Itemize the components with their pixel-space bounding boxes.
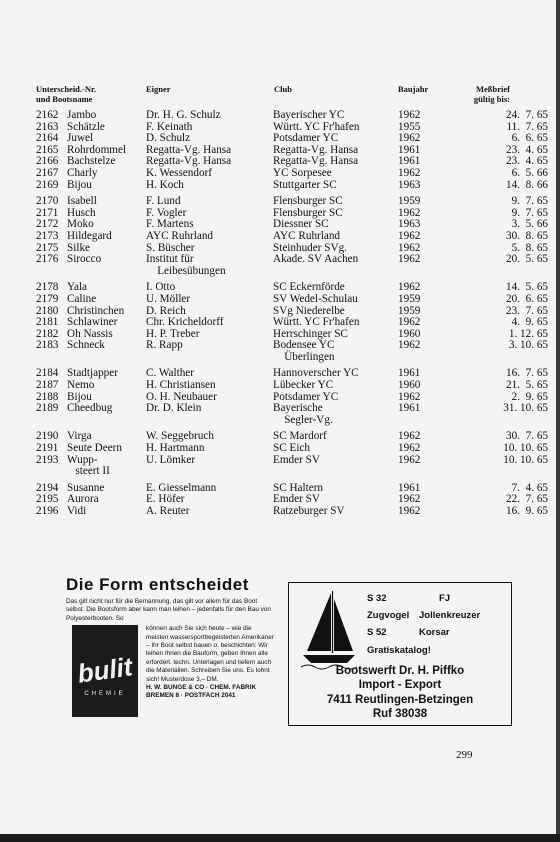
- build-year-cell: 1959: [398, 195, 421, 208]
- build-year-cell: 1962: [398, 229, 421, 242]
- owner-cell: Chr. Kricheldorff: [146, 316, 224, 329]
- valid-until-cell: 16. 9. 65: [506, 505, 548, 517]
- build-year-cell: 1955: [398, 120, 421, 133]
- boat-nr-cell: 2162: [36, 109, 59, 121]
- boat-nr-cell: 2170: [36, 195, 59, 208]
- boat-nr-cell: 2163: [36, 120, 59, 133]
- owner-cell: AYC Ruhrland: [146, 229, 214, 242]
- piffko-trade: Import - Export: [358, 679, 442, 691]
- boat-name-cell: Hildegard: [67, 229, 112, 242]
- valid-until-cell: 5. 8. 65: [511, 241, 548, 254]
- model-fj: FJ: [439, 593, 451, 604]
- boat-nr-cell: 2173: [36, 229, 59, 242]
- table-row: [36, 505, 548, 518]
- valid-until-cell: 30. 7. 65: [506, 430, 548, 443]
- valid-until-cell: 1. 12. 65: [508, 327, 548, 340]
- valid-until-cell: 23. 4. 65: [506, 143, 548, 156]
- owner-cell: U. Möller: [146, 292, 191, 305]
- ad-intro-text: Das gilt nicht nur für die Bemannung, das gilt vor allem für das Boot selbst. Die Bootsform aber kann man leihen – jedenfalls für den Bau von Polyesterbooten. So: [66, 598, 271, 622]
- boat-nr-cell: 2182: [36, 327, 59, 340]
- boat-nr-cell: 2172: [36, 218, 59, 231]
- club-cell: Bayerische: [273, 402, 323, 415]
- piffko-city: 7411 Reutlingen-Betzingen: [326, 694, 474, 706]
- owner-cell: F. Lund: [146, 195, 181, 208]
- build-year-cell: 1962: [398, 206, 421, 219]
- boat-name-cell: Christinchen: [67, 304, 125, 317]
- header-nr-line2: und Bootsname: [36, 94, 93, 104]
- valid-until-cell: 9. 7. 65: [511, 206, 548, 219]
- owner-cell: R. Rapp: [146, 339, 183, 352]
- build-year-cell: 1962: [398, 166, 421, 179]
- piffko-advertisement: [288, 582, 512, 726]
- boat-name-cell: Schlawiner: [67, 316, 118, 329]
- owner-cell: H. Hartmann: [146, 442, 205, 455]
- boat-name-cell: Isabell: [67, 195, 97, 208]
- boat-nr-cell: 2196: [36, 505, 59, 517]
- gratiskatalog: Gratiskatalog!: [367, 645, 431, 656]
- boat-name-cell: Rohrdommel: [67, 143, 127, 156]
- valid-until-cell: 31. 10. 65: [503, 402, 548, 415]
- boat-nr-cell: 2165: [36, 143, 59, 156]
- valid-until-cell: 10. 10. 65: [503, 453, 548, 466]
- owner-cell: F. Vogler: [146, 206, 187, 219]
- build-year-cell: 1962: [398, 442, 421, 455]
- header-messbrief: [446, 84, 510, 104]
- club-cell: Emder SV: [273, 493, 320, 506]
- build-year-cell: 1961: [398, 155, 421, 168]
- valid-until-cell: 23. 7. 65: [506, 304, 548, 317]
- valid-until-cell: 20. 6. 65: [506, 292, 548, 305]
- boat-register-table: [36, 109, 548, 518]
- boat-nr-cell: 2169: [36, 178, 59, 191]
- boat-name-cell: Charly: [67, 166, 98, 179]
- club-cell: SC Haltern: [273, 481, 324, 494]
- club-cell: Bayerischer YC: [273, 109, 345, 121]
- boat-nr-cell: 2190: [36, 430, 59, 443]
- bulit-logo-text: bulit: [75, 651, 135, 689]
- valid-until-cell: 14. 8. 66: [506, 178, 548, 191]
- owner-cell: Dr. D. Klein: [146, 402, 202, 415]
- owner-cell: H. P. Treber: [146, 327, 200, 340]
- ad-body-text: [146, 625, 274, 701]
- club-cell: Akade. SV Aachen: [273, 253, 359, 266]
- build-year-cell: 1962: [398, 281, 421, 294]
- boat-nr-cell: 2184: [36, 367, 59, 380]
- header-nr-name: [36, 84, 146, 104]
- boat-name-cell: Schneck: [67, 339, 105, 352]
- owner-cell: Institut für: [146, 253, 194, 266]
- boat-name-cell: Moko: [67, 218, 94, 231]
- valid-until-cell: 4. 9. 65: [511, 316, 548, 329]
- owner-cell: F. Martens: [146, 218, 194, 231]
- club-cell: Flensburger SC: [273, 195, 343, 208]
- boat-nr-cell: 2181: [36, 316, 59, 329]
- bulit-logo-subtext: CHEMIE: [84, 691, 126, 698]
- piffko-company: Bootswerft Dr. H. Piffko: [335, 665, 465, 677]
- table-row: [36, 266, 516, 278]
- build-year-cell: 1960: [398, 327, 421, 340]
- boat-nr-cell: 2188: [36, 390, 59, 403]
- boat-name-cell: Susanne: [67, 481, 105, 494]
- model-s52: S 52: [367, 627, 387, 638]
- club-cell: SV Wedel-Schulau: [273, 292, 358, 305]
- valid-until-cell: 7. 4. 65: [511, 481, 548, 494]
- owner-cell: D. Reich: [146, 304, 186, 317]
- boat-nr-cell: 2194: [36, 481, 59, 494]
- owner-cell: D. Schulz: [146, 132, 191, 145]
- owner-cell: O. H. Neubauer: [146, 390, 217, 403]
- boat-nr-cell: 2187: [36, 379, 59, 392]
- model-jollenkreuzer: Jollenkreuzer: [419, 610, 481, 621]
- piffko-phone: Ruf 38038: [372, 708, 428, 720]
- build-year-cell: 1962: [398, 253, 421, 266]
- table-row: [36, 195, 548, 208]
- club-cell: YC Sorpesee: [273, 166, 332, 179]
- valid-until-cell: 10. 10. 65: [503, 442, 548, 455]
- owner-cell: Regatta-Vg. Hansa: [146, 143, 232, 156]
- table-row: [36, 316, 548, 329]
- build-year-cell: 1961: [398, 481, 421, 494]
- owner-cell: H. Christiansen: [146, 379, 216, 392]
- owner-cell: A. Reuter: [146, 505, 190, 517]
- valid-until-cell: 16. 7. 65: [506, 367, 548, 380]
- boat-name-cell: Vidi: [67, 505, 87, 517]
- table-row: [36, 166, 548, 180]
- header-messbrief-line2: gültig bis:: [473, 94, 510, 104]
- table-row: [36, 466, 516, 478]
- header-club: Club: [274, 84, 292, 94]
- boat-name-cell: Husch: [67, 206, 96, 219]
- club-cell: Stuttgarter SC: [273, 178, 337, 191]
- build-year-cell: 1963: [398, 178, 421, 191]
- owner-cell: E. Giesselmann: [146, 481, 217, 494]
- build-year-cell: 1960: [398, 379, 421, 392]
- build-year-cell: 1962: [398, 339, 421, 352]
- club-cell: Ratzeburger SV: [273, 505, 345, 517]
- boat-nr-cell: 2171: [36, 206, 59, 219]
- boat-nr-cell: 2195: [36, 493, 59, 506]
- boat-nr-cell: 2193: [36, 453, 59, 466]
- header-eigner: Eigner: [146, 84, 171, 94]
- club-cell: Potsdamer YC: [273, 132, 339, 145]
- club-cell: Diessner SC: [273, 218, 329, 231]
- boat-nr-cell: 2175: [36, 241, 59, 254]
- boat-nr-cell: 2166: [36, 155, 59, 168]
- valid-until-cell: 2. 9. 65: [511, 390, 548, 403]
- header-nr-line1: Unterscheid.-Nr.: [36, 84, 97, 94]
- boat-nr-cell: 2167: [36, 166, 59, 179]
- build-year-cell: 1962: [398, 132, 421, 145]
- club-cell: Bodensee YC: [273, 339, 335, 352]
- boat-name-cell: steert II: [67, 465, 110, 478]
- boat-nr-cell: 2176: [36, 253, 59, 266]
- valid-until-cell: 30. 8. 65: [506, 229, 548, 242]
- table-row: [36, 352, 516, 364]
- build-year-cell: 1962: [398, 316, 421, 329]
- header-baujahr: Baujahr: [398, 84, 429, 94]
- valid-until-cell: 21. 5. 65: [506, 379, 548, 392]
- club-cell: Regatta-Vg. Hansa: [273, 143, 359, 156]
- model-korsar: Korsar: [419, 627, 450, 638]
- valid-until-cell: 23. 4. 65: [506, 155, 548, 168]
- club-cell: Regatta-Vg. Hansa: [273, 155, 359, 168]
- club-cell: Überlingen: [273, 350, 335, 363]
- boat-name-cell: Nemo: [67, 379, 95, 392]
- boat-name-cell: Bachstelze: [67, 155, 116, 168]
- club-cell: Herrschinger SC: [273, 327, 348, 340]
- build-year-cell: 1962: [398, 241, 421, 254]
- boat-name-cell: Schätzle: [67, 120, 105, 133]
- valid-until-cell: 14. 5. 65: [506, 281, 548, 294]
- build-year-cell: 1959: [398, 304, 421, 317]
- boat-name-cell: Sirocco: [67, 253, 102, 266]
- boat-name-cell: Caline: [67, 292, 97, 305]
- build-year-cell: 1961: [398, 143, 421, 156]
- build-year-cell: 1961: [398, 367, 421, 380]
- owner-cell: U. Lömker: [146, 453, 196, 466]
- model-zugvogel: Zugvogel: [367, 610, 410, 621]
- boat-nr-cell: 2183: [36, 339, 59, 352]
- club-cell: AYC Ruhrland: [273, 229, 341, 242]
- ad-address: BREMEN 8 · POSTFACH 2041: [146, 692, 236, 700]
- ad-company: H. W. BUNGE & CO · CHEM. FABRIK: [146, 684, 257, 692]
- boat-nr-cell: 2191: [36, 442, 59, 455]
- boat-name-cell: Silke: [67, 241, 90, 254]
- boat-name-cell: Virga: [67, 430, 92, 443]
- club-cell: SC Eich: [273, 442, 310, 455]
- boat-name-cell: Bijou: [67, 178, 92, 191]
- build-year-cell: 1962: [398, 493, 421, 506]
- boat-nr-cell: 2178: [36, 281, 59, 294]
- valid-until-cell: 20. 5. 65: [506, 253, 548, 266]
- table-row: [36, 109, 548, 122]
- boat-nr-cell: 2179: [36, 292, 59, 305]
- build-year-cell: 1961: [398, 402, 421, 415]
- owner-cell: F. Keinath: [146, 120, 193, 133]
- valid-until-cell: 6. 5. 66: [511, 166, 548, 179]
- valid-until-cell: 3. 5. 66: [511, 218, 548, 231]
- club-cell: SC Mardorf: [273, 430, 327, 443]
- owner-cell: H. Koch: [146, 178, 184, 191]
- owner-cell: Leibesübungen: [146, 264, 226, 277]
- model-s32: S 32: [367, 593, 387, 604]
- boat-name-cell: Cheedbug: [67, 402, 113, 415]
- boat-nr-cell: 2189: [36, 402, 59, 415]
- build-year-cell: 1959: [398, 292, 421, 305]
- boat-name-cell: Jambo: [67, 109, 97, 121]
- owner-cell: Dr. H. G. Schulz: [146, 109, 221, 121]
- page-edge: [556, 0, 560, 842]
- boat-nr-cell: 2180: [36, 304, 59, 317]
- build-year-cell: 1962: [398, 390, 421, 403]
- boat-name-cell: Aurora: [67, 493, 99, 506]
- table-row: [36, 178, 548, 192]
- club-cell: Potsdamer YC: [273, 390, 339, 403]
- valid-until-cell: 9. 7. 65: [511, 195, 548, 208]
- page-number: 299: [456, 749, 473, 761]
- valid-until-cell: 3. 10. 65: [508, 339, 548, 352]
- boat-name-cell: Wupp-: [67, 453, 98, 466]
- bulit-advertisement: [66, 575, 276, 725]
- boat-name-cell: Seute Deern: [67, 442, 122, 455]
- boat-name-cell: Stadtjapper: [67, 367, 118, 380]
- table-row: [36, 229, 548, 243]
- owner-cell: Regatta-Vg. Hansa: [146, 155, 232, 168]
- ad-side-text: können auch Sie sich heute – wie die meisten wassersportbegeisterten Amerikaner – Ihr Boot selbst bauen o. beschichten: Wir leihen Ihnen die Bauform, geben Ihnen alle erforderl. techn. Unterlagen und liefern auch die Materialien. Schreiben Sie uns. Es lohnt sich! Musterdose 3,– DM.: [146, 625, 274, 683]
- club-cell: Württ. YC Fr'hafen: [273, 316, 360, 329]
- table-row: [36, 442, 548, 455]
- build-year-cell: 1963: [398, 218, 421, 231]
- club-cell: Hannoverscher YC: [273, 367, 359, 380]
- club-cell: Flensburger SC: [273, 206, 343, 219]
- build-year-cell: 1962: [398, 505, 421, 517]
- header-messbrief-line1: Meßbrief: [476, 84, 510, 94]
- club-cell: Lübecker YC: [273, 379, 334, 392]
- owner-cell: C. Walther: [146, 367, 194, 380]
- bulit-logo: [72, 625, 138, 717]
- club-cell: Württ. YC Fr'hafen: [273, 120, 360, 133]
- table-row: [36, 379, 548, 392]
- valid-until-cell: 22. 7. 65: [506, 493, 548, 506]
- boat-name-cell: Juwel: [67, 132, 94, 145]
- owner-cell: K. Wessendorf: [146, 166, 213, 179]
- club-cell: SC Eckernförde: [273, 281, 345, 294]
- boat-name-cell: Yala: [67, 281, 87, 294]
- valid-until-cell: 24. 7. 65: [506, 109, 548, 121]
- club-cell: Emder SV: [273, 453, 320, 466]
- build-year-cell: 1962: [398, 453, 421, 466]
- table-row: [36, 253, 548, 266]
- table-row: [36, 292, 548, 306]
- table-row: [36, 415, 516, 427]
- sailboat-icon: [301, 591, 357, 671]
- boat-name-cell: Oh Nassis: [67, 327, 113, 340]
- ad-headline: Die Form entscheidet: [66, 575, 249, 594]
- boat-name-cell: Bijou: [67, 390, 92, 403]
- club-cell: SVg Niederelbe: [273, 304, 345, 317]
- club-cell: Segler-Vg.: [273, 413, 333, 426]
- build-year-cell: 1962: [398, 430, 421, 443]
- owner-cell: S. Büscher: [146, 241, 195, 254]
- build-year-cell: 1962: [398, 109, 421, 121]
- bottom-scan-edge: [0, 834, 560, 842]
- club-cell: Steinhuder SVg.: [273, 241, 347, 254]
- owner-cell: E. Höfer: [146, 493, 185, 506]
- owner-cell: W. Seggebruch: [146, 430, 214, 443]
- boat-nr-cell: 2164: [36, 132, 59, 145]
- valid-until-cell: 11. 7. 65: [506, 120, 548, 133]
- valid-until-cell: 6. 6. 65: [511, 132, 548, 145]
- owner-cell: I. Otto: [146, 281, 176, 294]
